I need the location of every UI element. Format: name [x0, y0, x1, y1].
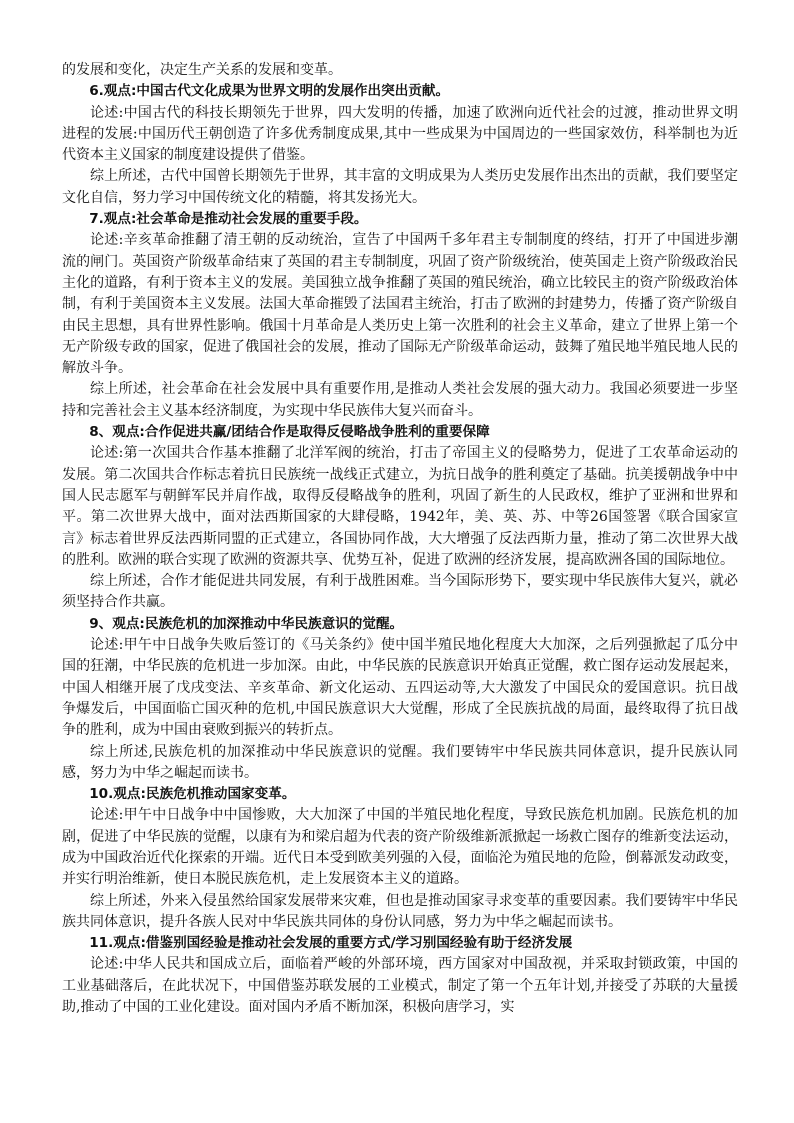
- paragraph: 综上所述，古代中国曾长期领先于世界，其丰富的文明成果为人类历史发展作出杰出的贡献，我们要坚定文化自信，努力学习中国传统文化的精髓，将其发扬光大。: [62, 168, 738, 206]
- section-heading: 8、观点:合作促进共赢/团结合作是取得反侵略战争胜利的重要保障: [89, 424, 490, 441]
- section-heading: 6.观点:中国古代文化成果为世界文明的发展作出突出贡献。: [89, 83, 450, 100]
- paragraph: 论述:中国古代的科技长期领先于世界，四大发明的传播，加速了欧洲向近代社会的过渡，推动世界文明进程的发展:中国历代王朝创造了许多优秀制度成果,其中一些成果为中国周边的一些国家效仿，科举制也为近代资本主义国家的制度建设提供了借鉴。: [62, 104, 738, 164]
- paragraph: 综上所述，社会革命在社会发展中具有重要作用,是推动人类社会发展的强大动力。我国必须要进一步坚持和完善社会主义基本经济制度，为实现中华民族伟大复兴而奋斗。: [62, 381, 738, 419]
- paragraph: 综上所述，合作才能促进共同发展，有利于战胜困难。当今国际形势下，要实现中华民族伟大复兴，就必须坚持合作共赢。: [62, 573, 738, 611]
- section-heading: 10.观点:民族危机推动国家变革。: [89, 786, 296, 803]
- paragraph: 论述:中华人民共和国成立后，面临着严峻的外部环境，西方国家对中国敌视，并采取封锁政策，中国的工业基础落后，在此状况下，中国借鉴苏联发展的工业模式，制定了第一个五年计划,并接受了苏联的大量援助,推动了中国的工业化建设。面对国内矛盾不断加深，积极向唐学习，实: [62, 956, 738, 1016]
- paragraph: 论述:第一次国共合作基本推翻了北洋军阀的统治，打击了帝国主义的侵略势力，促进了工农革命运动的发展。第二次国共合作标志着抗日民族统一战线正式建立，为抗日战争的胜利奠定了基础。抗美援朝战争中中国人民志愿军与朝鲜军民并肩作战，取得反侵略战争的胜利，巩固了新生的人民政权，维护了亚洲和世界和平。第二次世界大战中，面对法西斯国家的大肆侵略，1942年，美、英、苏、中等26国签署《联合国家宣言》标志着世界反法西斯同盟的正式建立，各国协同作战，大大增强了反法西斯力量，推动了第二次世界大战的胜利。欧洲的联合实现了欧洲的资源共享、优势互补，促进了欧洲的经济发展，提高欧洲各国的国际地位。: [62, 445, 738, 568]
- section-heading: 9、观点:民族危机的加深推动中华民族意识的觉醒。: [89, 615, 404, 632]
- paragraph: 综上所述，外来入侵虽然给国家发展带来灾难，但也是推动国家寻求变革的重要因素。我们要铸牢中华民族共同体意识，提升各族人民对中华民族共同体的身份认同感，努力为中华之崛起而读书。: [62, 892, 738, 930]
- paragraph: 论述:甲午中日战争中中国惨败，大大加深了中国的半殖民地化程度，导致民族危机加剧。民族危机的加剧，促进了中华民族的觉醒，以康有为和梁启超为代表的资产阶级维新派掀起一场救亡图存的维新变法运动，成为中国政治近代化探索的开端。近代日本受到欧美列强的入侵，面临沦为殖民地的危险，倒幕派发动政变，并实行明治维新，使日本脱民族危机，走上发展资本主义的道路。: [62, 807, 738, 888]
- paragraph: 论述:甲午中日战争失败后签订的《马关条约》使中国半殖民地化程度大大加深，之后列强掀起了瓜分中国的狂潮，中华民族的危机进一步加深。由此，中华民族的民族意识开始真正觉醒，救亡图存运动发展起来，中国人相继开展了戊戌变法、辛亥革命、新文化运动、五四运动等,大大激发了中国民众的爱国意识。抗日战争爆发后，中国面临亡国灭种的危机,中国民族意识大大觉醒，形成了全民族抗战的局面，最终取得了抗日战争的胜利，成为中国由衰败到振兴的转折点。: [62, 637, 738, 739]
- paragraph: 综上所述,民族危机的加深推动中华民族意识的觉醒。我们要铸牢中华民族共同体意识，提升民族认同感，努力为中华之崛起而读书。: [62, 743, 738, 781]
- section-heading: 11.观点:借鉴别国经验是推动社会发展的重要方式/学习别国经验有助于经济发展: [89, 935, 573, 952]
- paragraph: 论述:辛亥革命推翻了清王朝的反动统治，宣告了中国两千多年君主专制制度的终结，打开了中国进步潮流的闸门。英国资产阶级革命结束了英国的君主专制制度，巩固了资产阶级统治，使英国走上资产阶级政治民主化的道路，有利于资本主义的发展。美国独立战争推翻了英国的殖民统治，确立比较民主的资产阶级政治体制，有利于美国资本主义发展。法国大革命摧毁了法国君主统治，打击了欧洲的封建势力，传播了资产阶级自由民主思想，具有世界性影响。俄国十月革命是人类历史上第一次胜利的社会主义革命，建立了世界上第一个无产阶级专政的国家，促进了俄国社会的发展，推动了国际无产阶级革命运动，鼓舞了殖民地半殖民地人民的解放斗争。: [62, 232, 738, 377]
- paragraph-continuation: 的发展和变化，决定生产关系的发展和变革。: [62, 62, 342, 78]
- section-heading: 7.观点:社会革命是推动社会发展的重要手段。: [89, 211, 368, 228]
